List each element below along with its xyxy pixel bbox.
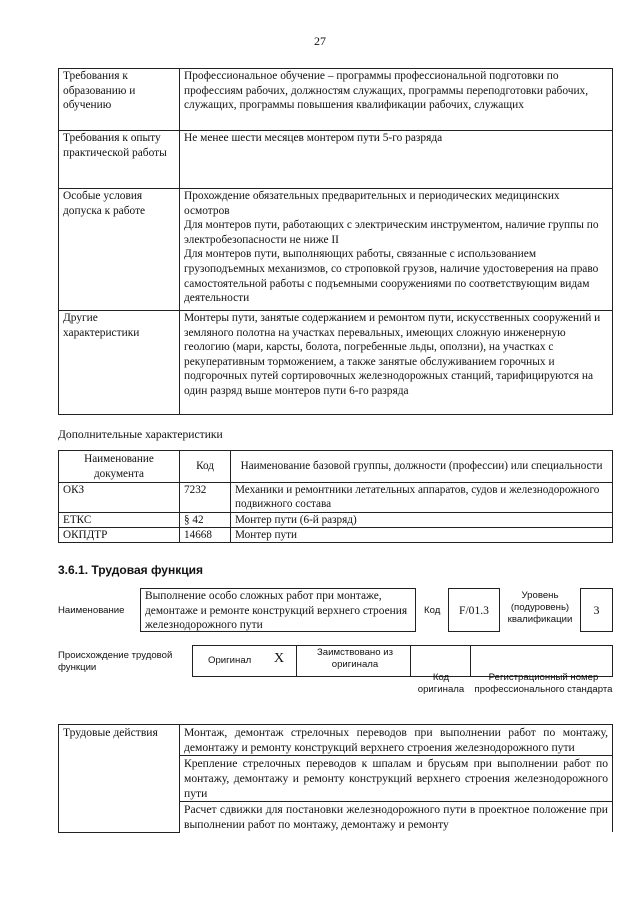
function-name-box xyxy=(140,588,416,632)
table-cell: Монтер пути xyxy=(231,527,613,542)
function-code: F/01.3 xyxy=(459,603,489,617)
original-label: Оригинал xyxy=(208,655,252,666)
page-number: 27 xyxy=(314,34,326,48)
row-label: Требования к опыту практической работы xyxy=(59,131,180,189)
row-label: Другие характеристики xyxy=(59,311,180,415)
row-text: Для монтеров пути, работающих с электрическим инструментом, наличие группы по электробезопасности не ниже II xyxy=(184,219,599,246)
table-cell: ЕТКС xyxy=(59,512,180,527)
actions-label: Трудовые действия xyxy=(59,725,180,833)
row-value xyxy=(180,311,613,415)
code-label: Код xyxy=(424,605,441,616)
table-row xyxy=(59,527,613,542)
divider xyxy=(470,645,471,677)
level-value: 3 xyxy=(593,602,600,617)
table-row xyxy=(59,311,613,415)
row-value xyxy=(180,69,613,131)
row-text: Не менее шести месяцев монтером пути 5-го разряда xyxy=(184,132,443,144)
table-row xyxy=(59,483,613,513)
origin-label: Происхождение трудовой функции xyxy=(58,650,173,673)
table-row xyxy=(59,131,613,189)
function-code-box xyxy=(448,588,500,632)
function-name: Выполнение особо сложных работ при монтаже, демонтаже и ремонте конструкций верхнего строения железнодорожного пути xyxy=(145,590,408,631)
column-header: Наименование документа xyxy=(59,451,180,483)
row-text: Прохождение обязательных предварительных и периодических медицинских осмотров xyxy=(184,190,560,217)
row-label: Особые условия допуска к работе xyxy=(59,189,180,311)
table-header-row xyxy=(59,451,613,483)
row-text: Для монтеров пути, выполняющих работы, связанные с использованием грузоподъемных механизмов, со строповкой грузов, наличие удостоверения на право самостоятельной работы с подъемными сооружениями по соответствующим видам деятельности xyxy=(184,248,599,305)
table-row xyxy=(59,512,613,527)
origin-code-label: Код оригинала xyxy=(417,672,465,695)
table-cell: 7232 xyxy=(180,483,231,513)
function-title: 3.6.1. Трудовая функция xyxy=(58,563,203,577)
row-text: Монтеры пути, занятые содержанием и ремонтом пути, искусственных сооружений и земляного полотна на участках перевальных, имеющих сложную инженерную геологию (мари, карсты, болота, погребенные льды, оползни), на участках с рекуперативным торможением, а также занятые обслуживанием горочных и подгорочных путей сортировочных железнодорожных станций, тарифицируются на один разряд выше монтеров пути 6-го разряда xyxy=(184,312,601,397)
level-box xyxy=(580,588,613,632)
table-cell: Механики и ремонтники летательных аппаратов, судов и железнодорожного подвижного состава xyxy=(231,483,613,513)
action-item: Крепление стрелочных переводов к шпалам и брусьям при выполнении работ по монтажу, демонтажу и ремонту конструкций верхнего строения железнодорожного пути xyxy=(180,756,613,802)
table-row xyxy=(59,69,613,131)
extra-title: Дополнительные характеристики xyxy=(58,428,223,441)
table-cell: 14668 xyxy=(180,527,231,542)
row-label: Требования к образованию и обучению xyxy=(59,69,180,131)
table-row xyxy=(59,725,613,756)
name-label: Наименование xyxy=(58,605,125,616)
extra-table xyxy=(58,450,613,543)
action-item: Расчет сдвижки для постановки железнодорожного пути в проектное положение при выполнении работ по монтажу, демонтажу и ремонту xyxy=(180,802,613,833)
level-label: Уровень (подуровень) квалификации xyxy=(507,590,573,625)
table-cell: Монтер пути (6-й разряд) xyxy=(231,512,613,527)
divider xyxy=(410,645,411,677)
table-cell: ОКЗ xyxy=(59,483,180,513)
row-text: Профессиональное обучение – программы профессиональной подготовки по профессиям рабочих, должностям служащих, программы переподготовки рабочих, служащих, программы повышения квалификации рабочих, служащих xyxy=(184,70,589,112)
actions-table xyxy=(58,724,613,833)
table-row xyxy=(59,189,613,311)
table-cell: § 42 xyxy=(180,512,231,527)
requirements-table xyxy=(58,68,613,415)
row-value xyxy=(180,131,613,189)
borrowed-label: Заимствовано из оригинала xyxy=(317,647,393,670)
row-value xyxy=(180,189,613,311)
table-cell: ОКПДТР xyxy=(59,527,180,542)
divider xyxy=(296,645,297,677)
column-header: Код xyxy=(180,451,231,483)
reg-number-label: Регистрационный номер профессионального стандарта xyxy=(474,672,613,695)
column-header: Наименование базовой группы, должности (профессии) или специальности xyxy=(231,451,613,483)
action-item: Монтаж, демонтаж стрелочных переводов при выполнении работ по монтажу, демонтажу и ремонту конструкций верхнего строения железнодорожного пути xyxy=(180,725,613,756)
original-mark: X xyxy=(274,651,285,666)
